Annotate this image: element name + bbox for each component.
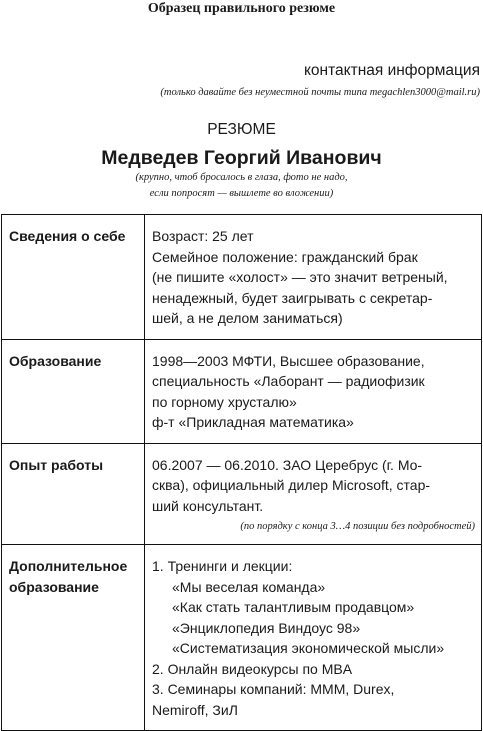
- table-row-about: [2, 215, 482, 340]
- content-line: ненадежный, будет заигрывать с секретар-: [152, 289, 433, 306]
- content-line: (не пишите «холост» — это значит ветреный,: [152, 269, 448, 285]
- content-line: ший консультант.: [152, 497, 264, 514]
- content-line: 2. Онлайн видеокурсы по MBA: [152, 660, 353, 677]
- content-line: по горному хрусталю»: [152, 393, 297, 410]
- section-label-experience: Опыт работы: [2, 443, 145, 545]
- candidate-name: Медведев Георгий Иванович: [101, 147, 382, 169]
- resume-heading: РЕЗЮМЕ: [207, 121, 276, 138]
- content-line: специальность «Лаборант — радиофизик: [152, 373, 425, 389]
- content-line: 1998—2003 МФТИ, Высшее образование,: [152, 352, 425, 369]
- name-note-line: если попросят — вышлете во вложении): [149, 188, 334, 199]
- document-title: Образец правильного резюме: [147, 1, 336, 16]
- resume-table: [1, 214, 482, 731]
- table-row-extra-education: [2, 545, 482, 731]
- contact-info-note: (только давайте без неуместной почты типа megachlen3000@mail.ru): [160, 87, 480, 98]
- content-line: 1. Тренинги и лекции:: [152, 558, 293, 574]
- content-line: Возраст: 25 лет: [152, 228, 254, 244]
- section-label-education: Образование: [2, 339, 145, 443]
- contact-info-label: контактная информация: [303, 62, 480, 79]
- content-line: ф-т «Прикладная математика»: [152, 414, 354, 430]
- content-line: шей, а не делом заниматься): [152, 310, 343, 326]
- content-line: «Систематизация экономической мысли»: [172, 640, 445, 656]
- section-content-experience: [145, 443, 482, 545]
- label-line: образование: [9, 578, 99, 595]
- content-line: «Как стать талантливым продавцом»: [172, 599, 415, 615]
- section-label-about: Сведения о себе: [2, 215, 145, 340]
- table-row-experience: [2, 443, 482, 545]
- content-line: «Мы веселая команда»: [172, 578, 326, 595]
- table-row-education: [2, 339, 482, 443]
- content-line: сква), официальный дилер Microsoft, стар-: [152, 477, 431, 493]
- content-line: Семейное положение: гражданский брак: [152, 248, 418, 265]
- content-line: 3. Семинары компаний: МММ, Durex,: [152, 681, 395, 697]
- section-content-extra-education: [145, 545, 482, 731]
- name-note: [0, 170, 483, 202]
- label-line: Дополнительное: [9, 558, 128, 574]
- section-label-extra-education: [2, 545, 145, 731]
- experience-note: (по порядку с конца 3…4 позиции без подробностей): [240, 521, 475, 532]
- name-note-line: (крупно, чтоб бросалось в глаза, фото не надо,: [135, 172, 348, 183]
- content-line: «Энциклопедия Виндоус 98»: [172, 619, 361, 636]
- content-line: 06.2007 — 06.2010. ЗАО Церебрус (г. Мо-: [152, 456, 423, 473]
- section-content-education: [145, 339, 482, 443]
- section-content-about: [145, 215, 482, 340]
- content-line: Nemiroff, ЗиЛ: [152, 701, 238, 718]
